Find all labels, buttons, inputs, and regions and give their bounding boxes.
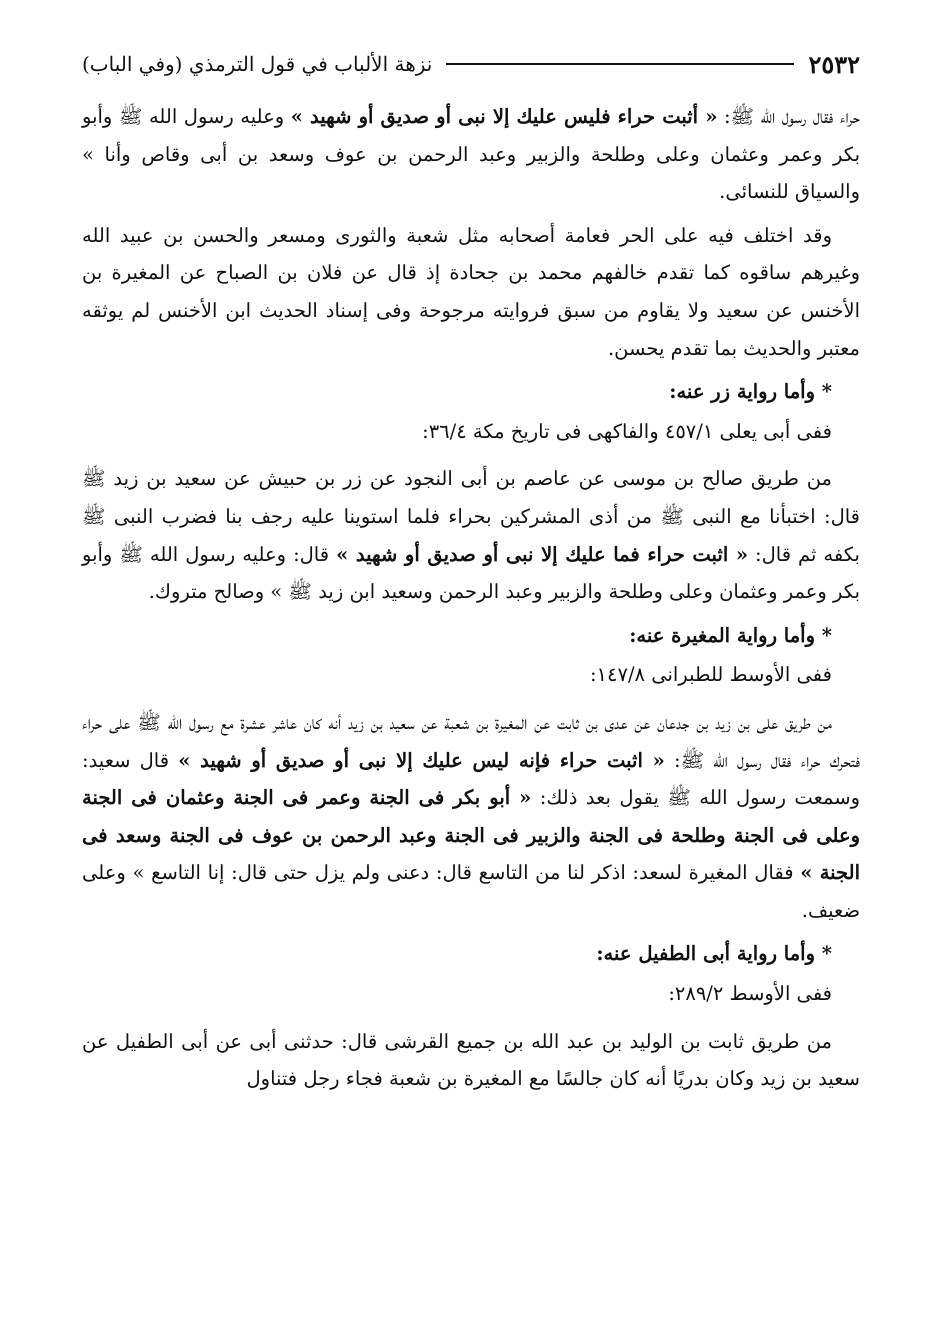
header-rule [446, 63, 794, 65]
section-heading-zirr: * وأما رواية زر عنه: [669, 380, 832, 404]
source-reference-3: ففى الأوسط ٢٨٩/٢: [668, 982, 832, 1006]
paragraph-4-text-b: قال سعيد: وسمعت رسول الله ﷺ يقول بعد ذلك: [82, 748, 860, 810]
paragraph-4-text-c: فقال المغيرة لسعد: اذكر لنا من التاسع قال: دعنى ولم يزل حتى قال: إنا التاسع » وعلى ضعيف. [82, 861, 860, 922]
running-title: نزهة الألباب في قول الترمذي (وفي الباب) [82, 52, 433, 76]
paragraph-1 [82, 98, 860, 211]
paragraph-4-quote-2: « أبو بكر فى الجنة وعمر فى الجنة وعثمان فى الجنة وعلى فى الجنة وطلحة فى الجنة والزبير فى الجنة وعبد الرحمن بن عوف فى الجنة وسعد فى الجنة » [82, 786, 860, 885]
paragraph-1-quote: « أثبت حراء فليس عليك إلا نبى أو صديق أو شهيد » [290, 105, 718, 128]
paragraph-2: وقد اختلف فيه على الحر فعامة أصحابه مثل شعبة والثورى ومسعر والحسن بن عبيد الله وغيرهم ساقوه كما تقدم خالفهم محمد بن جحادة إذ قال عن فلان بن الصباح عن المغيرة بن الأخنس عن سعيد ولا يقاوم من سبق فروايته مرجوحة وفى إسناد الحديث ابن الأخنس لم يوثقه معتبر والحديث بما تقدم يحسن. [82, 223, 860, 360]
page-body [82, 98, 860, 1098]
paragraph-1-text-b: وعليه رسول الله ﷺ وأبو بكر وعمر وعثمان وعلى وطلحة والزبير وعبد الرحمن بن عوف وسعد بن أبى وقاص وأنا » والسياق للنسائى. [82, 105, 860, 204]
page-number: ٢٥٣٢ [808, 49, 860, 79]
paragraph-5: من طريق ثابت بن الوليد بن عبد الله بن جميع القرشى قال: حدثنى أبى عن أبى الطفيل عن سعيد بن زيد وكان بدريًا أنه كان جالسًا مع المغيرة بن شعبة فجاء رجل فتناول [82, 1029, 860, 1091]
paragraph-3-quote: « اثبت حراء فما عليك إلا نبى أو صديق أو شهيد » [336, 542, 749, 566]
source-reference-2: ففى الأوسط للطبرانى ١٤٧/٨: [589, 663, 832, 687]
paragraph-4-text-a: من طريق على بن زيد بن جدعان عن عدى بن ثابت عن المغيرة بن شعبة عن سعيد بن زيد أنه كان عاشر عشرة مع رسول الله ﷺ على حراء فتحرك حراء فقال رسول الله ﷺ: [82, 710, 860, 772]
section-heading-abu-tufayl: * وأما رواية أبى الطفيل عنه: [596, 942, 832, 966]
source-reference-1: ففى أبى يعلى ٤٥٧/١ والفاكهى فى تاريخ مكة ٣٦/٤: [422, 419, 832, 443]
paragraph-4 [82, 704, 860, 930]
paragraph-3 [82, 460, 860, 610]
paragraph-3-text-b: قال: وعليه رسول الله ﷺ وأبو بكر وعمر وعثمان وعلى وطلحة والزبير وعبد الرحمن وسعيد ابن زيد ﷺ » وصالح متروك. [82, 542, 860, 604]
page-header [82, 44, 860, 84]
paragraph-3-text-a: من طريق صالح بن موسى عن عاصم بن أبى النجود عن زر بن حبيش عن سعيد بن زيد ﷺ قال: اختبأنا مع النبى ﷺ من أذى المشركين بحراء فلما استوينا عليه رجف بنا فضرب النبى ﷺ بكفه ثم قال: [82, 467, 860, 566]
section-heading-mughira: * وأما رواية المغيرة عنه: [629, 623, 832, 647]
paragraph-4-quote-1: « اثبت حراء فإنه ليس عليك إلا نبى أو صديق أو شهيد » [178, 748, 665, 772]
paragraph-1-text-a: حراء فقال رسول الله ﷺ: [717, 105, 861, 128]
